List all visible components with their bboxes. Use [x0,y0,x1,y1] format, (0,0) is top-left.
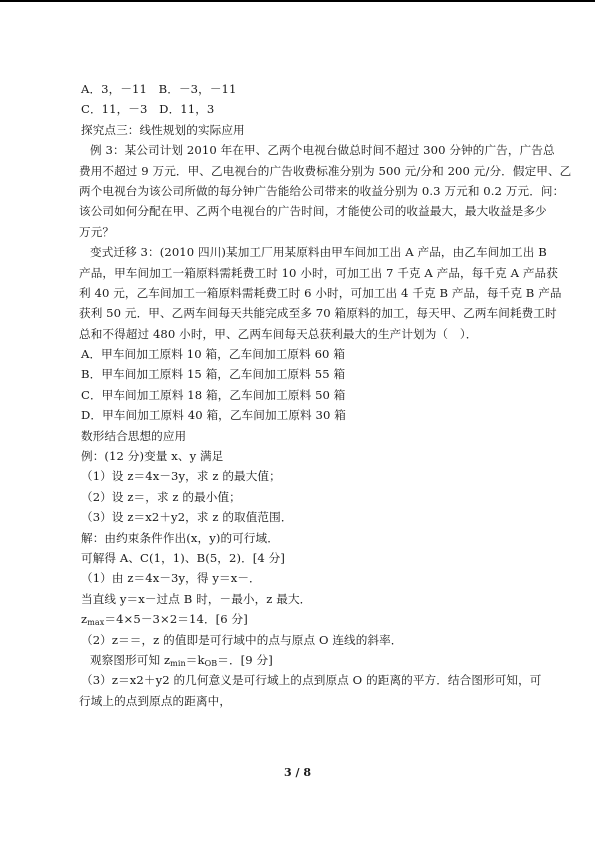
question-3: （3）设 z＝x2＋y2，求 z 的取值范围． [81,510,293,525]
variant-3-line-1: 变式迁移 3：(2010 四川)某加工厂用某原料由甲车间加工出 A 产品，由乙车间加工出 B [90,245,547,260]
zmin-rest: ＝．[9 分] [217,652,273,667]
zmax-z: z [81,612,88,627]
variant-3-line-5: 总和不得超过 480 小时，甲、乙两车间每天总获利最大的生产计划为（ ）． [79,326,478,341]
example-3-line-2: 费用不超过 9 万元．甲、乙电视台的广告收费标准分别为 500 元/分和 200 元/分．假定甲、乙 [79,163,572,178]
zmax-sub: max [87,618,105,628]
example-3-line-5: 万元？ [79,224,115,239]
question-1: （1）设 z＝4x－3y，求 z 的最大值； [81,469,281,484]
zmin-sub: min [170,658,186,668]
solution-part-1b: 当直线 y＝x－过点 B 时，－最小，z 最大． [81,591,312,606]
choice-d: D．甲车间加工原料 40 箱，乙车间加工原料 30 箱 [81,408,346,423]
variant-3-line-3: 利 40 元，乙车间加工一箱原料需耗费工时 6 小时，可加工出 4 千克 B 产品，每千克 B 产品 [79,285,562,300]
header-rule [0,0,595,2]
solution-part-3-line-1: （3）z＝x2＋y2 的几何意义是可行域上的点到原点 O 的距离的平方．结合图形可知，可 [81,673,542,688]
section-heading: 探究点三：线性规划的实际应用 [81,122,245,137]
solution-points: 可解得 A、C(1，1)、B(5，2)．[4 分] [81,550,285,565]
zmin-mid: ＝k [185,652,205,667]
section-heading-2: 数形结合思想的应用 [81,428,187,443]
solution-part-2: （2）z＝＝，z 的值即是可行域中的点与原点 O 连线的斜率． [81,632,403,647]
solution-intro: 解：由约束条件作出(x，y)的可行域． [81,530,279,545]
document-body [79,79,572,711]
page-number: 3 / 8 [284,766,311,779]
choice-c: C．甲车间加工原料 18 箱，乙车间加工原料 50 箱 [81,387,346,402]
solution-part-3-line-2: 行域上的点到原点的距离中， [79,693,232,708]
option-line-ab: A．3，－11 B．－3，－11 [81,82,237,96]
kob-sub: OB [204,658,218,668]
choice-a: A．甲车间加工原料 10 箱，乙车间加工原料 60 箱 [81,347,346,362]
example-line: 例：(12 分)变量 x、y 满足 [81,449,224,464]
zmax-line [79,609,523,629]
choice-b: B．甲车间加工原料 15 箱，乙车间加工原料 55 箱 [81,367,346,382]
zmin-line [79,650,523,670]
example-3-line-1: 例 3：某公司计划 2010 年在甲、乙两个电视台做总时间不超过 300 分钟的广告，广告总 [90,143,555,158]
question-2: （2）设 z＝，求 z 的最小值； [81,489,241,504]
variant-3-line-2: 产品，甲车间加工一箱原料需耗费工时 10 小时，可加工出 7 千克 A 产品，每千克 A 产品获 [79,265,558,280]
variant-3-line-4: 获利 50 元．甲、乙两车间每天共能完成至多 70 箱原料的加工，每天甲、乙两车间耗费工时 [79,306,557,321]
zmax-rest: ＝4×5－3×2＝14．[6 分] [104,612,248,627]
solution-part-1: （1）由 z＝4x－3y，得 y＝x－． [81,571,261,586]
example-3-line-4: 该公司如何分配在甲、乙两个电视台的广告时间，才能使公司的收益最大，最大收益是多少 [79,204,547,219]
zmin-pre: 观察图形可知 z [90,652,171,667]
option-line-cd: C．11，－3 D．11，3 [81,102,215,117]
example-3-line-3: 两个电视台为该公司所做的每分钟广告能给公司带来的收益分别为 0.3 万元和 0.2 万元．问： [79,183,565,198]
